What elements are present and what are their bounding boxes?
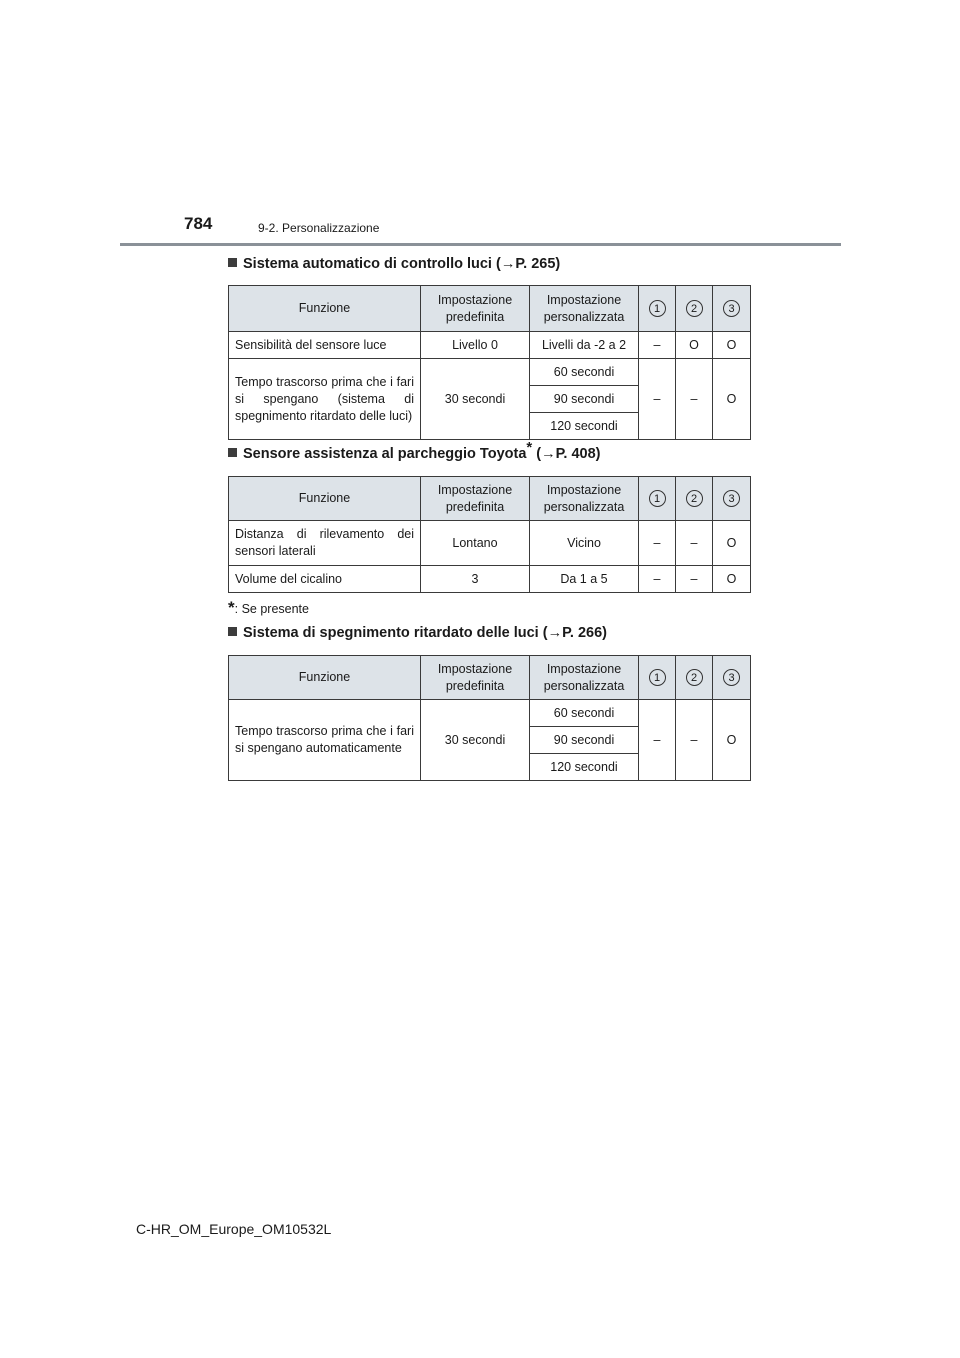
cell-method-3: O [713, 700, 751, 781]
footnote-star: * [526, 439, 533, 457]
cell-custom: Livelli da -2 a 2 [530, 332, 639, 359]
square-bullet-icon [228, 258, 237, 267]
cell-method-2: O [676, 332, 713, 359]
section1-title: Sistema automatico di controllo luci ( [243, 256, 501, 272]
section2-title: Sensore assistenza al parcheggio Toyota [243, 446, 527, 462]
cell-method-2: – [676, 700, 713, 781]
circled-2-icon: 2 [686, 490, 703, 507]
col-header-funzione: Funzione [229, 656, 421, 700]
section3-heading [228, 625, 607, 641]
header-divider [120, 243, 841, 246]
footnote-star: * [228, 598, 235, 617]
cell-method-2: – [676, 566, 713, 593]
cell-method-1: – [639, 332, 676, 359]
circled-2-icon: 2 [686, 300, 703, 317]
cell-funzione: Tempo trascorso prima che i fari si spengano (sistema di spegnimento ritardato delle luci) [229, 359, 421, 440]
cell-custom: 60 secondi [530, 700, 639, 727]
table-header-row [229, 477, 751, 521]
page-number: 784 [184, 214, 213, 233]
cell-funzione: Sensibilità del sensore luce [229, 332, 421, 359]
col-header-funzione: Funzione [229, 477, 421, 521]
cell-default: Lontano [421, 521, 530, 566]
col-header-method-1 [639, 477, 676, 521]
cell-custom: 120 secondi [530, 754, 639, 781]
col-header-method-2 [676, 286, 713, 332]
circled-1-icon: 1 [649, 490, 666, 507]
cell-method-3: O [713, 332, 751, 359]
table-row [229, 332, 751, 359]
col-header-funzione: Funzione [229, 286, 421, 332]
circled-3-icon: 3 [723, 490, 740, 507]
table-header-row [229, 286, 751, 332]
table-row [229, 700, 751, 727]
cell-method-1: – [639, 521, 676, 566]
cell-custom: Vicino [530, 521, 639, 566]
table-header-row [229, 656, 751, 700]
section3-page-ref[interactable]: P. 266) [562, 625, 607, 641]
table-row [229, 521, 751, 566]
col-header-predefinita: Impostazione predefinita [421, 286, 530, 332]
section1-table [228, 285, 751, 440]
cell-method-1: – [639, 566, 676, 593]
col-header-method-3 [713, 477, 751, 521]
circled-1-icon: 1 [649, 669, 666, 686]
circled-3-icon: 3 [723, 300, 740, 317]
cell-method-2: – [676, 359, 713, 440]
circled-1-icon: 1 [649, 300, 666, 317]
col-header-method-1 [639, 656, 676, 700]
cell-funzione: Tempo trascorso prima che i fari si spengano automaticamente [229, 700, 421, 781]
col-header-method-3 [713, 656, 751, 700]
cell-method-3: O [713, 521, 751, 566]
arrow-icon: → [500, 256, 516, 272]
cell-method-1: – [639, 359, 676, 440]
section-breadcrumb: 9-2. Personalizzazione [258, 221, 380, 235]
cell-custom: 90 secondi [530, 386, 639, 413]
section2-paren: ( [532, 446, 542, 462]
section2-page-ref[interactable]: P. 408) [555, 446, 601, 462]
col-header-personalizzata: Impostazione personalizzata [530, 477, 639, 521]
cell-default: 3 [421, 566, 530, 593]
cell-method-3: O [713, 359, 751, 440]
col-header-personalizzata: Impostazione personalizzata [530, 656, 639, 700]
square-bullet-icon [228, 448, 237, 457]
cell-method-2: – [676, 521, 713, 566]
cell-custom: 90 secondi [530, 727, 639, 754]
cell-custom: 60 secondi [530, 359, 639, 386]
section1-heading [228, 256, 560, 272]
footnote [228, 598, 309, 618]
cell-method-3: O [713, 566, 751, 593]
cell-default: 30 secondi [421, 700, 530, 781]
cell-funzione: Volume del cicalino [229, 566, 421, 593]
section3-table [228, 655, 751, 781]
section2-table [228, 476, 751, 593]
cell-custom: Da 1 a 5 [530, 566, 639, 593]
col-header-method-1 [639, 286, 676, 332]
table-row [229, 566, 751, 593]
square-bullet-icon [228, 627, 237, 636]
cell-default: Livello 0 [421, 332, 530, 359]
section1-page-ref[interactable]: P. 265) [515, 256, 561, 272]
col-header-method-2 [676, 656, 713, 700]
cell-custom: 120 secondi [530, 413, 639, 440]
col-header-method-3 [713, 286, 751, 332]
arrow-icon: → [541, 446, 556, 462]
section3-title: Sistema di spegnimento ritardato delle luci ( [243, 625, 548, 641]
arrow-icon: → [547, 625, 563, 641]
document-code: C-HR_OM_Europe_OM10532L [136, 1221, 332, 1237]
section2-heading [228, 439, 601, 462]
cell-funzione: Distanza di rilevamento dei sensori laterali [229, 521, 421, 566]
table-row [229, 359, 751, 386]
col-header-predefinita: Impostazione predefinita [421, 477, 530, 521]
cell-method-1: – [639, 700, 676, 781]
col-header-predefinita: Impostazione predefinita [421, 656, 530, 700]
col-header-method-2 [676, 477, 713, 521]
footnote-text: : Se presente [234, 602, 309, 616]
circled-3-icon: 3 [723, 669, 740, 686]
cell-default: 30 secondi [421, 359, 530, 440]
col-header-personalizzata: Impostazione personalizzata [530, 286, 639, 332]
circled-2-icon: 2 [686, 669, 703, 686]
